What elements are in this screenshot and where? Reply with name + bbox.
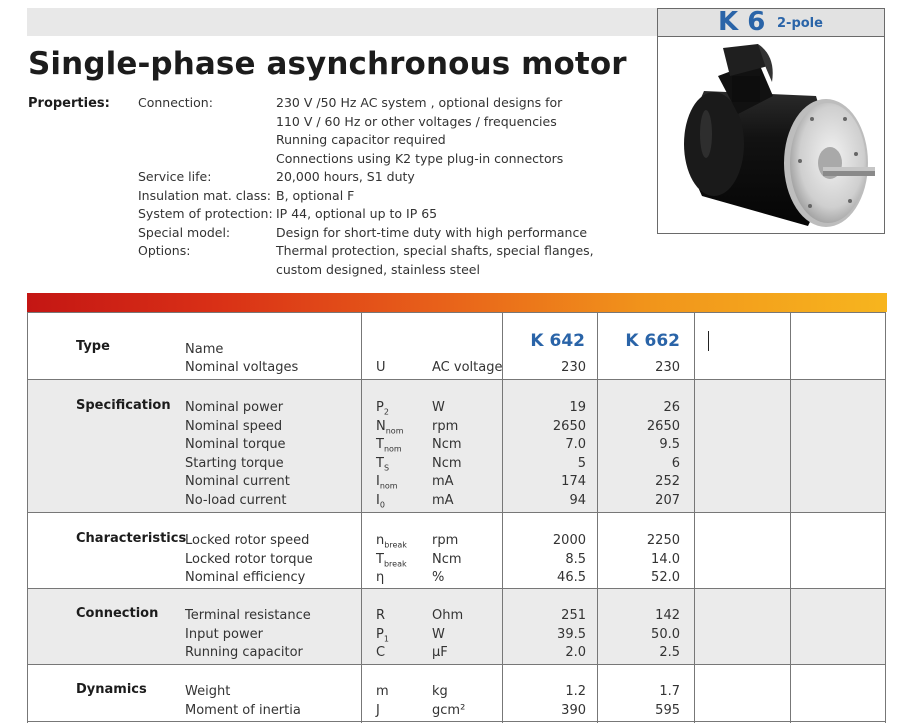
param-label: No-load current bbox=[185, 492, 287, 508]
param-symbol: $n_{break}$ bbox=[376, 533, 407, 550]
property-value: Running capacitor required bbox=[276, 132, 446, 147]
param-label: Nominal torque bbox=[185, 437, 286, 452]
value-k662: 50.0 bbox=[651, 626, 680, 642]
param-unit: gcm² bbox=[432, 702, 466, 718]
model-header bbox=[658, 9, 884, 37]
value-k662: 1.7 bbox=[659, 684, 680, 699]
value-k662: 2.5 bbox=[659, 645, 680, 660]
value-k642: 46.5 bbox=[557, 570, 586, 585]
band-connection bbox=[27, 588, 886, 664]
property-value: Connections using K2 type plug-in connectors bbox=[276, 150, 564, 166]
property-value: 20,000 hours, S1 duty bbox=[276, 169, 415, 184]
value-k642: 390 bbox=[561, 702, 586, 718]
param-label: Locked rotor torque bbox=[185, 551, 313, 567]
band-characteristics bbox=[27, 512, 886, 588]
param-unit: Ncm bbox=[432, 437, 462, 452]
value-k642: 2000 bbox=[552, 533, 586, 548]
param-label: Locked rotor speed bbox=[185, 533, 310, 548]
param-unit: AC voltage bbox=[432, 359, 503, 375]
property-value: Thermal protection, special shafts, special flanges, bbox=[276, 243, 594, 258]
value-k662: 142 bbox=[655, 608, 680, 623]
param-symbol: $I_{nom}$ bbox=[376, 474, 398, 491]
property-value: Design for short-time duty with high performance bbox=[276, 224, 588, 240]
section-specification: Specification bbox=[76, 398, 171, 413]
value-k642: 230 bbox=[561, 359, 586, 375]
value-k662: 230 bbox=[655, 359, 680, 375]
param-label: Starting torque bbox=[185, 455, 284, 471]
param-symbol: C bbox=[376, 645, 386, 660]
symbol-subscript: S bbox=[383, 463, 390, 473]
param-symbol: $P_1$ bbox=[376, 626, 389, 644]
value-k662: 252 bbox=[655, 474, 680, 489]
param-label: Terminal resistance bbox=[185, 608, 311, 623]
param-symbol: $T_{break}$ bbox=[376, 551, 407, 569]
param-symbol: $P_2$ bbox=[376, 400, 389, 417]
param-symbol: m bbox=[376, 684, 389, 699]
param-label: Moment of inertia bbox=[185, 702, 301, 718]
param-label: Nominal power bbox=[185, 400, 284, 415]
section-characteristics: Characteristics bbox=[76, 531, 187, 546]
property-key: Options: bbox=[138, 243, 191, 258]
value-k662: 6 bbox=[671, 455, 680, 471]
value-k642: 7.0 bbox=[565, 437, 586, 452]
param-label: Running capacitor bbox=[185, 645, 303, 660]
property-value: custom designed, stainless steel bbox=[276, 261, 480, 277]
param-symbol: $N_{nom}$ bbox=[376, 418, 404, 436]
spec-table bbox=[27, 312, 886, 723]
symbol-subscript: nom bbox=[385, 426, 404, 436]
gradient-divider bbox=[27, 293, 887, 312]
property-key: System of protection: bbox=[138, 206, 273, 221]
param-unit: kg bbox=[432, 684, 448, 699]
value-k642: 2.0 bbox=[565, 645, 586, 660]
param-symbol: $T_{nom}$ bbox=[376, 437, 402, 454]
param-unit: W bbox=[432, 400, 445, 415]
property-key: Insulation mat. class: bbox=[138, 187, 272, 203]
param-unit: rpm bbox=[432, 533, 459, 548]
symbol-subscript: 2 bbox=[383, 407, 389, 417]
section-type: Type bbox=[76, 339, 110, 354]
model-header-k662: K 662 bbox=[625, 331, 680, 351]
text-cursor bbox=[708, 331, 709, 351]
param-unit: mA bbox=[432, 474, 454, 489]
param-symbol: J bbox=[376, 702, 380, 718]
param-symbol: η bbox=[376, 570, 385, 585]
symbol-subscript: break bbox=[383, 559, 407, 569]
param-label: Input power bbox=[185, 626, 263, 642]
property-value: IP 44, optional up to IP 65 bbox=[276, 206, 438, 221]
param-symbol: $I_0$ bbox=[376, 492, 385, 510]
properties-label: Properties: bbox=[28, 96, 110, 111]
value-k662: 14.0 bbox=[651, 551, 680, 567]
symbol-subscript: 0 bbox=[379, 500, 385, 510]
model-header-k642: K 642 bbox=[530, 331, 585, 351]
property-value: B, optional F bbox=[276, 187, 355, 203]
value-k642: 2650 bbox=[552, 418, 586, 434]
value-k662: 2650 bbox=[646, 418, 680, 434]
motor-icon bbox=[658, 36, 884, 233]
value-k642: 251 bbox=[561, 608, 586, 623]
value-k642: 39.5 bbox=[557, 626, 586, 642]
symbol-subscript: 1 bbox=[383, 634, 389, 644]
symbol-subscript: break bbox=[384, 540, 407, 550]
param-unit: Ncm bbox=[432, 551, 462, 567]
param-label: Name bbox=[185, 342, 224, 357]
param-unit: % bbox=[432, 570, 445, 585]
header-bar bbox=[27, 8, 657, 36]
pole-count: 2-pole bbox=[777, 16, 823, 31]
value-k662: 52.0 bbox=[651, 570, 680, 585]
param-unit: W bbox=[432, 626, 445, 642]
property-key: Service life: bbox=[138, 169, 212, 184]
symbol-subscript: nom bbox=[379, 481, 398, 491]
param-unit: mA bbox=[432, 492, 454, 508]
param-symbol: R bbox=[376, 608, 386, 623]
param-label: Nominal efficiency bbox=[185, 570, 306, 585]
section-dynamics: Dynamics bbox=[76, 682, 147, 697]
value-k662: 9.5 bbox=[659, 437, 680, 452]
value-k662: 595 bbox=[655, 702, 680, 718]
section-connection: Connection bbox=[76, 606, 159, 621]
param-unit: rpm bbox=[432, 418, 459, 434]
product-image-frame bbox=[657, 8, 885, 234]
param-unit: Ncm bbox=[432, 455, 462, 471]
param-symbol: $T_S$ bbox=[376, 455, 390, 473]
value-k642: 19 bbox=[569, 400, 586, 415]
value-k642: 94 bbox=[569, 492, 586, 508]
param-label: Nominal current bbox=[185, 474, 290, 489]
param-symbol: U bbox=[376, 359, 386, 375]
model-code: K 6 bbox=[718, 7, 766, 37]
value-k642: 8.5 bbox=[565, 551, 586, 567]
param-unit: Ohm bbox=[432, 608, 464, 623]
value-k642: 1.2 bbox=[565, 684, 586, 699]
value-k662: 26 bbox=[663, 400, 680, 415]
page-title: Single-phase asynchronous motor bbox=[28, 46, 627, 82]
value-k642: 174 bbox=[561, 474, 586, 489]
symbol-subscript: nom bbox=[383, 444, 402, 454]
param-label: Nominal voltages bbox=[185, 359, 299, 375]
value-k662: 2250 bbox=[646, 533, 680, 548]
param-label: Nominal speed bbox=[185, 418, 283, 434]
param-label: Weight bbox=[185, 684, 231, 699]
property-key: Special model: bbox=[138, 224, 231, 240]
value-k642: 5 bbox=[577, 455, 586, 471]
property-value: 110 V / 60 Hz or other voltages / frequencies bbox=[276, 113, 557, 129]
value-k662: 207 bbox=[655, 492, 680, 508]
property-key: Connection: bbox=[138, 95, 213, 110]
param-unit: µF bbox=[432, 645, 448, 660]
property-value: 230 V /50 Hz AC system , optional designs for bbox=[276, 95, 563, 110]
